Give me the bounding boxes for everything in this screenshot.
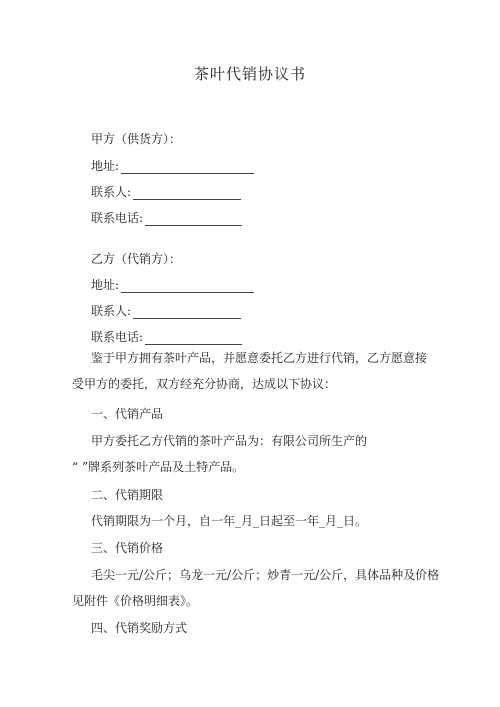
party-b-contact-label: 联系人: xyxy=(91,304,132,318)
section-1-heading: 一、代销产品 xyxy=(91,407,164,421)
party-b-contact-blank xyxy=(133,307,241,319)
party-a-phone-field xyxy=(91,209,242,226)
party-a-contact-label: 联系人: xyxy=(91,185,132,199)
section-1-text-line-2: “ ”牌系列茶叶产品及土特产品。 xyxy=(72,460,245,474)
document-title: 茶叶代销协议书 xyxy=(193,65,306,83)
section-3-text-line-2: 见附件《价格明细表》。 xyxy=(72,594,199,608)
party-b-phone-field xyxy=(91,328,242,345)
party-b-address-field xyxy=(91,276,254,293)
party-b-phone-label: 联系电话: xyxy=(91,330,144,344)
party-a-contact-blank xyxy=(133,188,241,200)
party-b-address-label: 地址: xyxy=(91,278,120,292)
party-a-phone-label: 联系电话: xyxy=(91,211,144,225)
section-3-heading: 三、代销价格 xyxy=(91,541,164,555)
party-b-heading: 乙方（代销方）： xyxy=(91,252,182,266)
party-a-address-blank xyxy=(121,162,254,174)
party-a-phone-blank xyxy=(145,214,242,226)
section-2-heading: 二、代销期限 xyxy=(91,488,164,502)
party-a-address-label: 地址: xyxy=(91,159,120,173)
intro-paragraph: 鉴于甲方拥有茶叶产品，并愿意委托乙方进行代销，乙方愿意接受甲方的委托，双方经充分协商，达成以下协议： xyxy=(72,351,428,391)
party-a-contact-field xyxy=(91,183,241,200)
section-3-text-line-1: 毛尖一元/公斤；乌龙一元/公斤；炒青一元/公斤，具体品种及价格 xyxy=(91,568,440,582)
section-1-text-line-1: 甲方委托乙方代销的茶叶产品为：有限公司所生产的 xyxy=(91,434,368,448)
section-4-heading: 四、代销奖励方式 xyxy=(91,621,188,635)
party-a-heading: 甲方（供货方）： xyxy=(91,132,182,146)
party-a-address-field xyxy=(91,157,254,174)
party-b-address-blank xyxy=(121,281,254,293)
party-b-contact-field xyxy=(91,302,241,319)
section-2-text-line-1: 代销期限为一个月，自一年_月_日起至一年_月_日。 xyxy=(91,514,368,528)
party-b-phone-blank xyxy=(145,333,242,345)
